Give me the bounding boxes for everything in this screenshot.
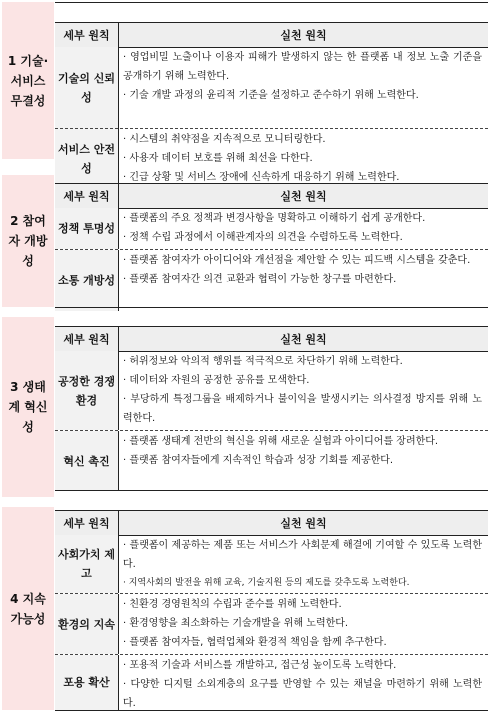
- practice-item: · 시스템의 취약점을 지속적으로 모니터링한다.: [123, 134, 326, 145]
- sub-principle-name: 기술의 신뢰성: [55, 47, 119, 129]
- section-1-label: [2, 2, 54, 159]
- section-3-label-text: 3 생태계 혁신성: [8, 380, 48, 434]
- section-3-header: [55, 326, 488, 352]
- practice-item: · 지역사회의 발전을 위해 교육, 기술지원 등의 제도를 갖추도록 노력한다.: [123, 578, 410, 588]
- practice-item: · 긴급 상황 및 서비스 장애에 신속하게 대응하기 위해 노력한다.: [123, 172, 400, 183]
- practice-list: [119, 594, 488, 654]
- practice-list: [119, 250, 488, 311]
- practice-list: [119, 129, 488, 188]
- header-sub-principle: 세부 원칙: [55, 23, 119, 47]
- practice-list: [119, 535, 488, 593]
- table-row: [55, 594, 488, 654]
- practice-item: · 영업비밀 노출이나 이용자 피해가 발생하지 않는 한 플랫폼 내 정보 노출 기준을 공개하기 위해 노력한다.: [123, 52, 482, 82]
- practice-item: · 다양한 디지털 소외계층의 요구를 반영할 수 있는 채널을 마련하기 위해 노력한다.: [123, 679, 482, 709]
- practice-item: · 플랫폼 생태계 전반의 혁신을 위해 새로운 실험과 아이디어를 장려한다.: [123, 436, 439, 447]
- sub-principle-name: 정책 투명성: [55, 208, 119, 249]
- practice-item: · 친환경 경영원칙의 수립과 준수를 위해 노력한다.: [123, 599, 342, 610]
- table-row: [55, 431, 488, 491]
- practice-item: · 데이터와 자원의 공정한 공유를 모색한다.: [123, 375, 310, 386]
- practice-item: · 플랫폼 참여자들, 협력업체와 환경적 책임을 함께 추구한다.: [123, 637, 387, 648]
- table-row: [55, 47, 488, 129]
- top-border: [55, 2, 488, 3]
- sub-principle-name: 공정한 경쟁환경: [55, 351, 119, 430]
- section-3-label: [2, 317, 54, 497]
- sub-principle-name: 포용 확산: [55, 655, 119, 710]
- sub-principle-name: 서비스 안전성: [55, 129, 119, 188]
- table-row: [55, 208, 488, 249]
- practice-list: [119, 208, 488, 249]
- table-row: [55, 351, 488, 430]
- table-row: [55, 129, 488, 188]
- practice-list: [119, 431, 488, 491]
- table-bottom-border: [55, 710, 488, 711]
- header-practice-principle: 실천 원칙: [280, 29, 327, 42]
- practice-list: [119, 655, 488, 710]
- section-4-label: [2, 507, 54, 710]
- sub-principle-name: 환경의 지속: [55, 594, 119, 654]
- practice-item: · 기술 개발 과정의 윤리적 기준을 설정하고 준수하기 위해 노력한다.: [123, 90, 419, 101]
- sub-principle-name: 사회가치 제고: [55, 535, 119, 593]
- practice-list: [119, 47, 488, 129]
- table-bottom-border: [55, 490, 488, 491]
- header-practice-principle: 실천 원칙: [280, 333, 327, 346]
- section-2-label: [2, 175, 54, 307]
- practice-item: · 플랫폼이 제공하는 제품 또는 서비스가 사회문제 해결에 기여할 수 있도록 노력한다.: [123, 540, 482, 570]
- section-4-label-text: 4 지속가능성: [10, 591, 46, 626]
- practice-item: · 플랫폼의 주요 정책과 변경사항을 명확하고 이해하기 쉽게 공개한다.: [123, 213, 426, 224]
- practice-item: · 정책 수립 과정에서 이해관계자의 의견을 수렴하도록 노력한다.: [123, 232, 403, 243]
- table-bottom-border: [55, 307, 488, 308]
- practice-item: · 부당하게 특정그룹을 배제하거나 불이익을 발생시키는 의사결정 방지를 위해 노력한다.: [123, 394, 482, 424]
- section-1-header: [55, 22, 488, 48]
- table-row: [55, 250, 488, 311]
- practice-item: · 플랫폼 참여자가 아이디어와 개선점을 제안할 수 있는 피드백 시스템을 갖춘다.: [123, 255, 471, 266]
- practice-item: · 플랫폼 참여자들에게 지속적인 학습과 성장 기회를 제공한다.: [123, 455, 394, 466]
- section-4-header: [55, 510, 488, 536]
- section-2-header: [55, 183, 488, 209]
- section-1-label-text: 1 기술·서비스 무결성: [7, 53, 49, 108]
- practice-item: · 환경영향을 최소화하는 기술개발을 위해 노력한다.: [123, 618, 349, 629]
- practice-item: · 사용자 데이터 보호를 위해 최선을 다한다.: [123, 153, 313, 164]
- header-practice-principle: 실천 원칙: [280, 517, 327, 530]
- sub-principle-name: 소통 개방성: [55, 250, 119, 311]
- practice-list: [119, 351, 488, 430]
- header-sub-principle: 세부 원칙: [55, 184, 119, 208]
- sub-principle-name: 혁신 촉진: [55, 431, 119, 491]
- practice-item: · 포용적 기술과 서비스를 개발하고, 접근성 높이도록 노력한다.: [123, 660, 397, 671]
- practice-item: · 허위정보와 악의적 행위를 적극적으로 차단하기 위해 노력한다.: [123, 356, 403, 367]
- header-sub-principle: 세부 원칙: [55, 511, 119, 535]
- header-sub-principle: 세부 원칙: [55, 327, 119, 351]
- table-row: [55, 655, 488, 710]
- section-2-label-text: 2 참여자 개방성: [8, 214, 48, 268]
- practice-item: · 플랫폼 참여자간 의견 교환과 협력이 가능한 창구를 마련한다.: [123, 274, 397, 285]
- table-row: [55, 535, 488, 593]
- header-practice-principle: 실천 원칙: [280, 190, 327, 203]
